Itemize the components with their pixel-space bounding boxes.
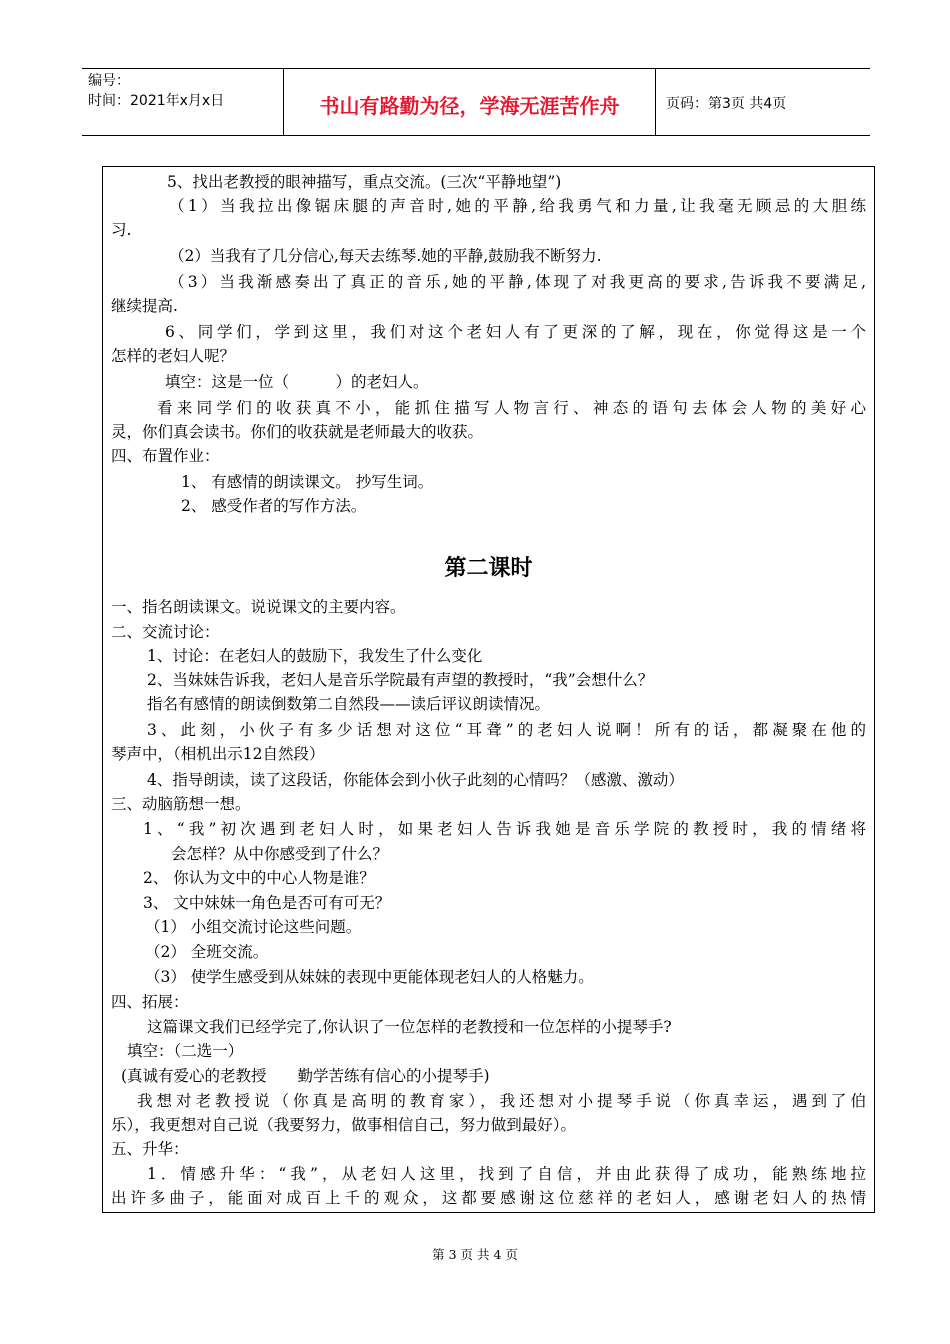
text-line: 一、指名朗读课文。说说课文的主要内容。 (111, 598, 406, 616)
text-line: 会怎样？从中你感受到了什么？ (171, 845, 389, 863)
text-line: （3）当我渐感奏出了真正的音乐,她的平静,体现了对我更高的要求,告诉我不要满足, (169, 273, 866, 291)
text-line: 琴声中，（相机出示12自然段） (111, 745, 325, 763)
page-footer: 第 3 页 共 4 页 (432, 1247, 518, 1262)
text-line: 指名有感情的朗读倒数第二自然段——读后评议朗读情况。 (147, 695, 551, 713)
text-line: 填空：（二选一） (127, 1042, 244, 1060)
text-line: 填空：这是一位（ ）的老妇人。 (165, 373, 429, 391)
section-title: 第二课时 (444, 556, 533, 581)
text-line: 继续提高. (111, 297, 178, 315)
text-line: 怎样的老妇人呢？ (111, 347, 236, 365)
text-line: 2、 你认为文中的中心人物是谁？ (143, 869, 375, 887)
text-line: 习. (111, 221, 132, 239)
text-line: (真诚有爱心的老教授 勤学苦练有信心的小提琴手) (121, 1067, 490, 1085)
date-label: 时间：2021年x月x日 (88, 93, 225, 109)
text-line: 2、当妹妹告诉我，老妇人是音乐学院最有声望的教授时，“我”会想什么？ (147, 671, 654, 689)
text-line: 5、找出老教授的眼神描写，重点交流。(三次“平静地望”) (167, 173, 562, 191)
text-line: （2）当我有了几分信心,每天去练琴.她的平静,鼓励我不断努力. (169, 247, 602, 265)
text-line: 1．情感升华：“我”，从老妇人这里，找到了自信，并由此获得了成功，能熟练地拉 (147, 1165, 866, 1183)
header-meta (82, 69, 284, 135)
text-line: 灵，你们真会读书。你们的收获就是老师最大的收获。 (111, 423, 484, 441)
text-line: 3、此刻，小伙子有多少话想对这位“耳聋”的老妇人说啊！所有的话，都凝聚在他的 (147, 721, 866, 739)
text-line: 这篇课文我们已经学完了,你认识了一位怎样的老教授和一位怎样的小提琴手? (147, 1018, 672, 1036)
text-line: 6、同学们，学到这里，我们对这个老妇人有了更深的了解，现在，你觉得这是一个 (165, 323, 866, 341)
text-line: 4、指导朗读，读了这段话，你能体会到小伙子此刻的心情吗？（感激、激动） (147, 771, 684, 789)
text-line: 3、 文中妹妹一角色是否可有可无？ (143, 894, 391, 912)
content-box (102, 166, 875, 1213)
text-line: 出许多曲子，能面对成百上千的观众，这都要感谢这位慈祥的老妇人，感谢老妇人的热情 (111, 1189, 866, 1207)
header-page-info: 页码：第3页 共4页 (666, 96, 787, 112)
text-line: （1）当我拉出像锯床腿的声音时,她的平静,给我勇气和力量,让我毫无顾忌的大胆练 (169, 197, 866, 215)
text-line: 我想对老教授说（你真是高明的教育家），我还想对小提琴手说（你真幸运，遇到了伯 (137, 1092, 866, 1110)
text-line: （3） 使学生感受到从妹妹的表现中更能体现老妇人的人格魅力。 (145, 968, 594, 986)
text-line: 四、拓展： (111, 993, 189, 1011)
text-line: 二、交流讨论： (111, 623, 220, 641)
text-line: 1、“我”初次遇到老妇人时，如果老妇人告诉我她是音乐学院的教授时，我的情绪将 (143, 820, 866, 838)
text-line: 看来同学们的收获真不小，能抓住描写人物言行、神态的语句去体会人物的美好心 (157, 399, 866, 417)
text-line: 三、动脑筋想一想。 (111, 795, 251, 813)
text-line: 1、 有感情的朗读课文。 抄写生词。 (181, 473, 434, 491)
text-line: 乐），我更想对自己说（我要努力，做事相信自己，努力做到最好）。 (111, 1116, 577, 1134)
text-line: 五、升华： (111, 1140, 189, 1158)
page-header (82, 68, 870, 136)
text-line: 1、讨论：在老妇人的鼓励下，我发生了什么变化 (147, 647, 483, 665)
text-line: （1） 小组交流讨论这些问题。 (145, 918, 362, 936)
text-line: 2、 感受作者的写作方法。 (181, 497, 367, 515)
text-line: （2） 全班交流。 (145, 943, 269, 961)
number-label: 编号： (88, 73, 130, 89)
text-line: 四、布置作业： (111, 447, 220, 465)
header-motto: 书山有路勤为径，学海无涯苦作舟 (284, 69, 656, 135)
